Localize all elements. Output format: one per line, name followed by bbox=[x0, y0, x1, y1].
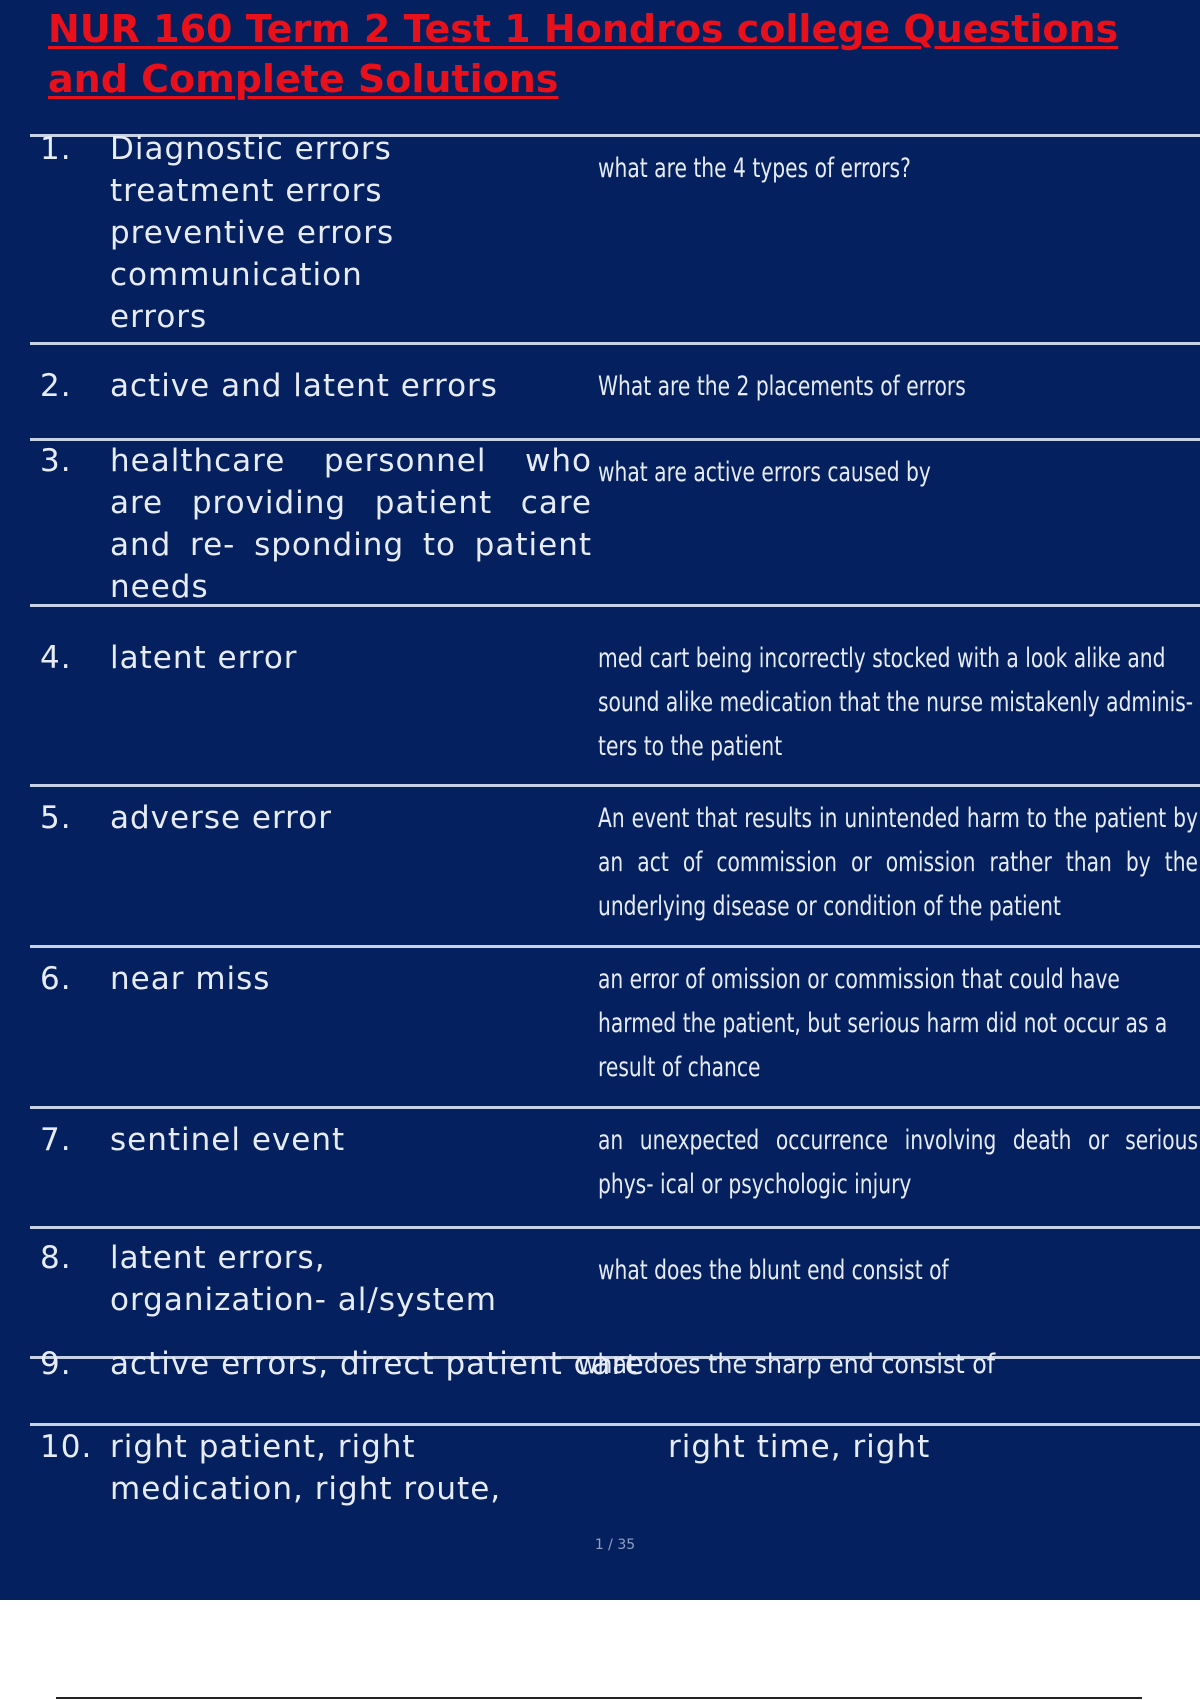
row-definition: what are the 4 types of errors? bbox=[598, 153, 911, 184]
row-number: 10. bbox=[40, 1429, 93, 1465]
table-row bbox=[30, 784, 1200, 948]
table-row bbox=[30, 1423, 1200, 1543]
row-definition: What are the 2 placements of errors bbox=[598, 371, 966, 402]
row-definition: right time, right bbox=[668, 1429, 931, 1465]
row-number: 4. bbox=[40, 640, 72, 676]
page-divider bbox=[56, 1697, 1142, 1699]
row-definition: An event that results in unintended harm to the patient by an act of commission or omission rather than by the underlying disease or condition of the patient bbox=[598, 803, 1198, 922]
row-term: right patient, right medication, right route, bbox=[110, 1429, 502, 1507]
table-row bbox=[30, 131, 1200, 344]
table-row bbox=[30, 604, 1200, 786]
row-number: 7. bbox=[40, 1122, 72, 1158]
row-term: latent error bbox=[110, 640, 298, 676]
row-number: 3. bbox=[40, 443, 72, 479]
row-term: sentinel event bbox=[110, 1122, 346, 1158]
row-term: latent errors, organization- al/system bbox=[110, 1240, 497, 1318]
row-definition: an error of omission or commission that could have harmed the patient, but serious harm did not occur as a result of chance bbox=[598, 964, 1168, 1083]
table-row bbox=[30, 1346, 1200, 1426]
row-term: Diagnostic errors treatment errors preventive errors communication errors bbox=[110, 131, 395, 335]
row-definition: what does the sharp end consist of bbox=[578, 1349, 996, 1380]
row-term: healthcare personnel who are providing patient care and re- sponding to patient needs bbox=[110, 443, 592, 605]
row-number: 5. bbox=[40, 800, 72, 836]
row-number: 8. bbox=[40, 1240, 72, 1276]
row-term: adverse error bbox=[110, 800, 332, 836]
row-number: 6. bbox=[40, 961, 72, 997]
page-indicator: 1 / 35 bbox=[594, 1537, 636, 1553]
row-definition: what are active errors caused by bbox=[598, 457, 931, 488]
row-term: active errors, direct patient care bbox=[110, 1346, 645, 1382]
row-term: active and latent errors bbox=[110, 368, 498, 404]
row-definition: what does the blunt end consist of bbox=[598, 1255, 949, 1286]
table-row bbox=[30, 945, 1200, 1109]
table-row bbox=[30, 342, 1200, 442]
document-title: NUR 160 Term 2 Test 1 Hondros college Questions and Complete Solutions bbox=[48, 7, 1119, 101]
row-number: 9. bbox=[40, 1346, 72, 1382]
table-row bbox=[30, 1226, 1200, 1360]
table-row bbox=[30, 1106, 1200, 1230]
table-row bbox=[30, 438, 1200, 608]
row-number: 2. bbox=[40, 368, 72, 404]
row-definition: med cart being incorrectly stocked with a look alike and sound alike medication that the nurse mistakenly adminis- ters to the patient bbox=[598, 643, 1194, 762]
row-term: near miss bbox=[110, 961, 271, 997]
row-definition: an unexpected occurrence involving death or serious phys- ical or psychologic injury bbox=[598, 1125, 1198, 1200]
row-number: 1. bbox=[40, 131, 72, 167]
